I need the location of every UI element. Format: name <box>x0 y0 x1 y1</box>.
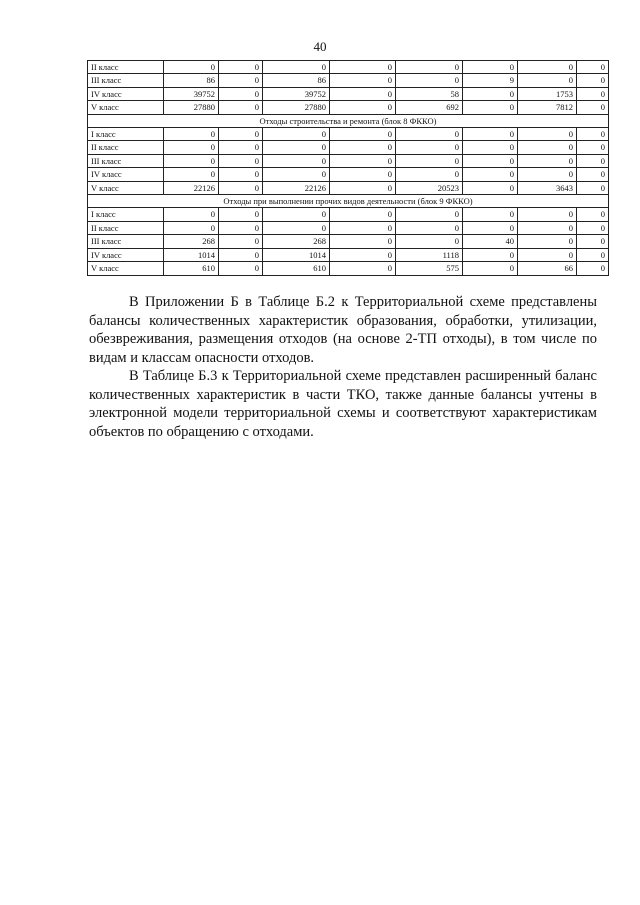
value-cell: 20523 <box>396 181 463 194</box>
value-cell: 0 <box>330 74 396 87</box>
value-cell: 0 <box>518 128 577 141</box>
value-cell: 0 <box>219 262 263 275</box>
value-cell: 0 <box>463 141 518 154</box>
value-cell: 0 <box>263 128 330 141</box>
value-cell: 0 <box>219 141 263 154</box>
value-cell: 0 <box>330 248 396 261</box>
value-cell: 0 <box>330 208 396 221</box>
value-cell: 0 <box>577 101 609 114</box>
value-cell: 39752 <box>164 87 219 100</box>
value-cell: 0 <box>577 87 609 100</box>
value-cell: 0 <box>219 208 263 221</box>
hazard-class-cell: III класс <box>88 74 164 87</box>
value-cell: 3643 <box>518 181 577 194</box>
value-cell: 0 <box>330 101 396 114</box>
paragraph: В Таблице Б.3 к Территориальной схеме представлен расширенный баланс количественных характеристик в части ТКО, также данные балансы учтены в электронной модели территориальной схемы и соответствуют характеристикам объектов по обращению с отходами. <box>89 368 597 440</box>
value-cell: 0 <box>164 128 219 141</box>
value-cell: 0 <box>263 168 330 181</box>
value-cell: 0 <box>219 87 263 100</box>
value-cell: 0 <box>577 208 609 221</box>
value-cell: 0 <box>330 262 396 275</box>
value-cell: 0 <box>577 248 609 261</box>
table-row <box>88 154 609 167</box>
value-cell: 7812 <box>518 101 577 114</box>
hazard-class-cell: IV класс <box>88 248 164 261</box>
value-cell: 27880 <box>164 101 219 114</box>
value-cell: 0 <box>518 221 577 234</box>
value-cell: 0 <box>463 87 518 100</box>
value-cell: 575 <box>396 262 463 275</box>
value-cell: 0 <box>263 208 330 221</box>
section-title: Отходы строительства и ремонта (блок 8 ФККО) <box>88 114 609 127</box>
value-cell: 0 <box>396 74 463 87</box>
value-cell: 0 <box>263 154 330 167</box>
value-cell: 0 <box>219 168 263 181</box>
value-cell: 0 <box>219 235 263 248</box>
value-cell: 268 <box>164 235 219 248</box>
value-cell: 0 <box>463 61 518 74</box>
value-cell: 610 <box>164 262 219 275</box>
table-row <box>88 235 609 248</box>
paragraph: В Приложении Б в Таблице Б.2 к Территориальной схеме представлены балансы количественных характеристик образования, обработки, утилизации, обезвреживания, размещения отходов (на основе 2-ТП отходы), в том числе по видам и классам опасности отходов. <box>89 294 597 366</box>
table-row <box>88 87 609 100</box>
value-cell: 86 <box>263 74 330 87</box>
value-cell: 0 <box>463 181 518 194</box>
value-cell: 0 <box>518 61 577 74</box>
value-cell: 58 <box>396 87 463 100</box>
hazard-class-cell: I класс <box>88 128 164 141</box>
value-cell: 0 <box>396 128 463 141</box>
value-cell: 0 <box>330 61 396 74</box>
value-cell: 22126 <box>263 181 330 194</box>
hazard-class-cell: II класс <box>88 221 164 234</box>
value-cell: 0 <box>396 154 463 167</box>
hazard-class-cell: II класс <box>88 61 164 74</box>
value-cell: 0 <box>219 248 263 261</box>
value-cell: 39752 <box>263 87 330 100</box>
value-cell: 0 <box>463 101 518 114</box>
value-cell: 0 <box>263 61 330 74</box>
table-row <box>88 168 609 181</box>
value-cell: 0 <box>577 262 609 275</box>
value-cell: 0 <box>518 248 577 261</box>
value-cell: 0 <box>164 154 219 167</box>
value-cell: 22126 <box>164 181 219 194</box>
value-cell: 0 <box>219 128 263 141</box>
value-cell: 0 <box>219 154 263 167</box>
value-cell: 0 <box>396 141 463 154</box>
value-cell: 27880 <box>263 101 330 114</box>
hazard-class-cell: IV класс <box>88 87 164 100</box>
value-cell: 0 <box>577 74 609 87</box>
value-cell: 0 <box>263 141 330 154</box>
value-cell: 0 <box>577 181 609 194</box>
value-cell: 0 <box>577 61 609 74</box>
table-row <box>88 208 609 221</box>
value-cell: 0 <box>396 235 463 248</box>
table-section-row <box>88 114 609 127</box>
value-cell: 9 <box>463 74 518 87</box>
hazard-class-cell: III класс <box>88 154 164 167</box>
value-cell: 0 <box>577 154 609 167</box>
table-row <box>88 74 609 87</box>
value-cell: 0 <box>263 221 330 234</box>
value-cell: 0 <box>518 235 577 248</box>
value-cell: 0 <box>396 61 463 74</box>
value-cell: 0 <box>164 208 219 221</box>
value-cell: 0 <box>396 221 463 234</box>
value-cell: 66 <box>518 262 577 275</box>
value-cell: 0 <box>463 154 518 167</box>
hazard-class-cell: V класс <box>88 101 164 114</box>
value-cell: 0 <box>463 168 518 181</box>
value-cell: 0 <box>330 141 396 154</box>
value-cell: 0 <box>463 128 518 141</box>
value-cell: 0 <box>577 128 609 141</box>
value-cell: 0 <box>330 181 396 194</box>
table-row <box>88 61 609 74</box>
value-cell: 86 <box>164 74 219 87</box>
value-cell: 0 <box>396 168 463 181</box>
value-cell: 0 <box>577 141 609 154</box>
value-cell: 1118 <box>396 248 463 261</box>
value-cell: 1014 <box>263 248 330 261</box>
value-cell: 0 <box>577 168 609 181</box>
table-row <box>88 181 609 194</box>
table-row <box>88 101 609 114</box>
value-cell: 0 <box>330 235 396 248</box>
value-cell: 0 <box>164 221 219 234</box>
value-cell: 0 <box>219 221 263 234</box>
table-row <box>88 141 609 154</box>
value-cell: 0 <box>518 154 577 167</box>
value-cell: 0 <box>164 141 219 154</box>
section-title: Отходы при выполнении прочих видов деятельности (блок 9 ФККО) <box>88 195 609 208</box>
value-cell: 0 <box>577 221 609 234</box>
table-row <box>88 221 609 234</box>
value-cell: 0 <box>518 74 577 87</box>
value-cell: 1014 <box>164 248 219 261</box>
value-cell: 0 <box>396 208 463 221</box>
value-cell: 0 <box>330 154 396 167</box>
value-cell: 0 <box>463 248 518 261</box>
table-row <box>88 248 609 261</box>
hazard-class-cell: IV класс <box>88 168 164 181</box>
value-cell: 0 <box>219 61 263 74</box>
hazard-class-cell: V класс <box>88 181 164 194</box>
value-cell: 0 <box>219 101 263 114</box>
value-cell: 0 <box>330 128 396 141</box>
value-cell: 0 <box>518 168 577 181</box>
value-cell: 0 <box>463 221 518 234</box>
hazard-class-cell: V класс <box>88 262 164 275</box>
value-cell: 0 <box>330 221 396 234</box>
value-cell: 0 <box>219 181 263 194</box>
value-cell: 0 <box>463 208 518 221</box>
value-cell: 0 <box>577 235 609 248</box>
waste-balance-table <box>87 60 609 276</box>
value-cell: 0 <box>330 87 396 100</box>
value-cell: 40 <box>463 235 518 248</box>
value-cell: 1753 <box>518 87 577 100</box>
body-text <box>89 293 597 441</box>
table-section-row <box>88 195 609 208</box>
table-row <box>88 262 609 275</box>
value-cell: 0 <box>219 74 263 87</box>
value-cell: 0 <box>164 61 219 74</box>
value-cell: 692 <box>396 101 463 114</box>
value-cell: 610 <box>263 262 330 275</box>
value-cell: 268 <box>263 235 330 248</box>
page-number: 40 <box>313 39 327 54</box>
value-cell: 0 <box>518 208 577 221</box>
hazard-class-cell: II класс <box>88 141 164 154</box>
hazard-class-cell: III класс <box>88 235 164 248</box>
value-cell: 0 <box>463 262 518 275</box>
value-cell: 0 <box>164 168 219 181</box>
value-cell: 0 <box>330 168 396 181</box>
table-row <box>88 128 609 141</box>
hazard-class-cell: I класс <box>88 208 164 221</box>
value-cell: 0 <box>518 141 577 154</box>
